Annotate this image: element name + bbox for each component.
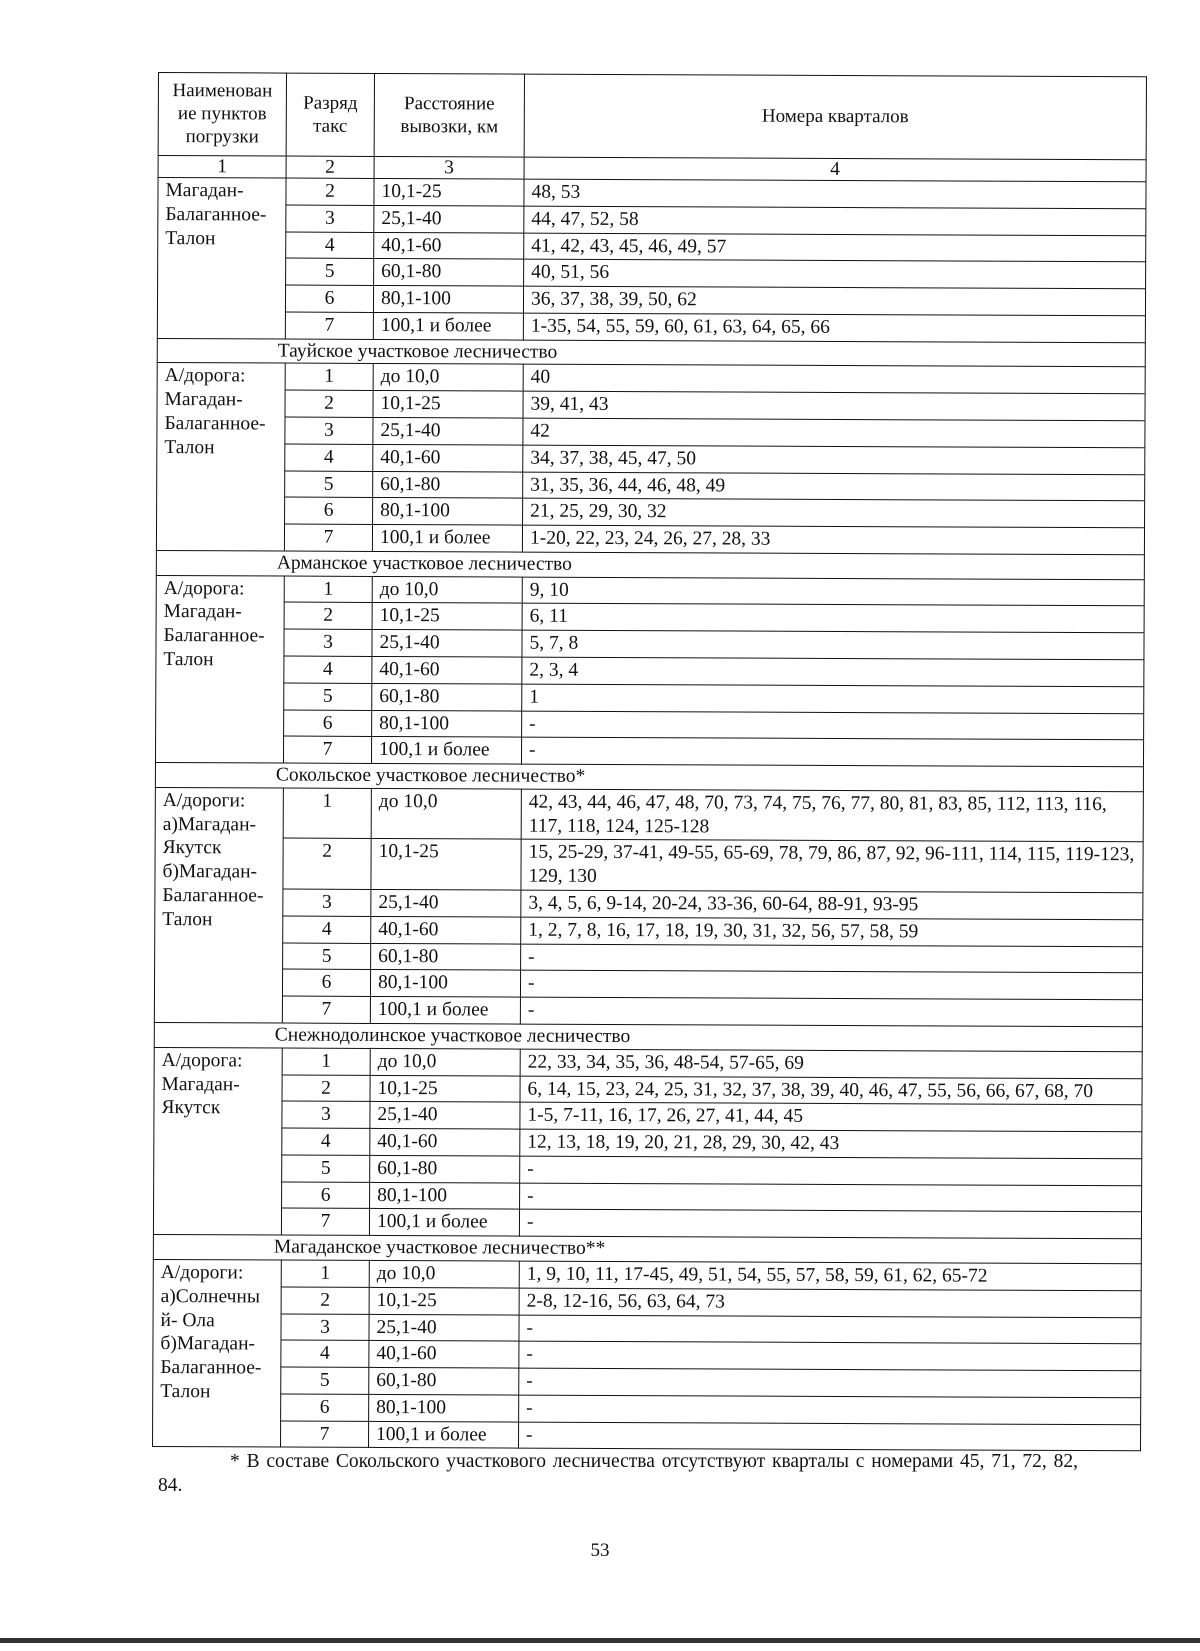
- distance-cell: до 10,0: [371, 788, 521, 839]
- header-quarter-numbers: Номера кварталов: [524, 74, 1146, 159]
- quarters-cell: 1-20, 22, 23, 24, 26, 27, 28, 33: [522, 525, 1144, 554]
- distance-cell: 25,1-40: [369, 1314, 519, 1341]
- section-title-row: [154, 1022, 1142, 1051]
- column-number: 1: [158, 155, 286, 178]
- distance-cell: 60,1-80: [371, 943, 521, 970]
- tax-rank-cell: 6: [285, 497, 373, 524]
- table-row: [158, 231, 1146, 262]
- loading-point-cell: А/дорога: Магадан- Якутск: [153, 1047, 282, 1235]
- tax-rank-cell: 6: [282, 969, 370, 996]
- distance-cell: 100,1 и более: [370, 997, 520, 1024]
- loading-point-cell: А/дорога: Магадан- Балаганное- Талон: [155, 575, 284, 763]
- table-row: [158, 258, 1146, 289]
- tax-rank-cell: 4: [286, 232, 374, 259]
- tax-rank-cell: 5: [282, 1155, 370, 1182]
- table-row: [158, 177, 1146, 208]
- tax-rank-cell: 7: [283, 736, 371, 763]
- table-row: [154, 969, 1142, 1000]
- table-row: [155, 889, 1143, 920]
- distance-cell: 80,1-100: [373, 498, 523, 525]
- table-row: [157, 416, 1145, 447]
- table-row: [157, 311, 1145, 342]
- distance-cell: 100,1 и более: [369, 1209, 519, 1236]
- distance-cell: до 10,0: [370, 1048, 520, 1075]
- distance-cell: 40,1-60: [373, 444, 523, 471]
- quarters-cell: -: [521, 737, 1143, 766]
- quarters-cell: 44, 47, 52, 58: [524, 206, 1146, 235]
- distance-cell: 100,1 и более: [373, 312, 523, 339]
- tax-rank-cell: 5: [281, 1367, 369, 1394]
- tax-rank-cell: 6: [281, 1394, 369, 1421]
- tax-rank-cell: 4: [282, 1128, 370, 1155]
- distance-cell: 60,1-80: [370, 1155, 520, 1182]
- quarters-cell: 36, 37, 38, 39, 50, 62: [523, 286, 1145, 315]
- section-title-row: [155, 763, 1143, 792]
- distance-cell: 25,1-40: [371, 889, 521, 916]
- tax-rank-cell: 3: [281, 1314, 369, 1341]
- header-loading-points: Наименован ие пунктов погрузки: [158, 73, 286, 156]
- quarters-cell: -: [520, 997, 1142, 1026]
- table-row: [157, 443, 1145, 474]
- section-title: Магаданское участковое лесничество**: [153, 1235, 1141, 1264]
- section-title-row: [157, 338, 1145, 367]
- distance-cell: 10,1-25: [369, 1287, 519, 1314]
- tax-rank-cell: 4: [283, 916, 371, 943]
- loading-point-cell: А/дорога: Магадан- Балаганное- Талон: [156, 363, 285, 551]
- quarters-cell: -: [519, 1210, 1141, 1239]
- distance-cell: 80,1-100: [372, 710, 522, 737]
- quarters-cell: -: [520, 1183, 1142, 1212]
- tax-rank-cell: 3: [285, 417, 373, 444]
- quarters-cell: 1, 9, 10, 11, 17-45, 49, 51, 54, 55, 57, 58, 59, 61, 62, 65-72: [519, 1261, 1141, 1290]
- tax-rank-cell: 7: [282, 996, 370, 1023]
- table-body: [153, 177, 1147, 1451]
- distance-cell: 40,1-60: [371, 916, 521, 943]
- section-title: Снежнодолинское участковое лесничество: [154, 1022, 1142, 1051]
- section-title: Арманское участковое лесничество: [156, 550, 1144, 579]
- tax-rank-cell: 4: [281, 1340, 369, 1367]
- distance-cell: 100,1 и более: [368, 1421, 518, 1448]
- section-title: Сокольское участковое лесничество*: [155, 763, 1143, 792]
- table-row: [156, 709, 1144, 740]
- distance-cell: 10,1-25: [373, 391, 523, 418]
- quarters-cell: 22, 33, 34, 35, 36, 48-54, 57-65, 69: [520, 1049, 1142, 1078]
- tax-rank-cell: 1: [284, 576, 372, 603]
- quarters-cell: 9, 10: [522, 577, 1144, 606]
- distance-cell: 80,1-100: [373, 286, 523, 313]
- quarters-cell: 1-5, 7-11, 16, 17, 26, 27, 41, 44, 45: [520, 1102, 1142, 1131]
- tax-rank-cell: 7: [285, 312, 373, 339]
- tax-rank-cell: 6: [285, 285, 373, 312]
- distance-cell: 25,1-40: [373, 417, 523, 444]
- header-tax-rank: Разряд такс: [286, 73, 374, 156]
- quarters-cell: 34, 37, 38, 45, 47, 50: [523, 445, 1145, 474]
- distance-cell: 100,1 и более: [371, 737, 521, 764]
- section-title: Тауйское участковое лесничество: [157, 338, 1145, 367]
- quarters-cell: -: [519, 1368, 1141, 1397]
- distance-cell: 10,1-25: [374, 178, 524, 205]
- quarters-cell: 31, 35, 36, 44, 46, 48, 49: [523, 472, 1145, 501]
- tax-rank-cell: 3: [282, 1101, 370, 1128]
- distance-cell: 40,1-60: [370, 1129, 520, 1156]
- distance-cell: 40,1-60: [369, 1341, 519, 1368]
- quarters-cell: 21, 25, 29, 30, 32: [523, 498, 1145, 527]
- table-row: [154, 1047, 1142, 1078]
- distance-cell: 10,1-25: [370, 1075, 520, 1102]
- tax-rank-cell: 3: [286, 205, 374, 232]
- table-row: [156, 682, 1144, 713]
- quarters-cell: 6, 11: [522, 604, 1144, 633]
- quarters-cell: -: [519, 1395, 1141, 1424]
- quarters-cell: 2, 3, 4: [522, 657, 1144, 686]
- distance-cell: 60,1-80: [369, 1368, 519, 1395]
- quarters-cell: -: [519, 1315, 1141, 1344]
- tax-rank-cell: 6: [284, 710, 372, 737]
- table-row: [154, 1128, 1142, 1159]
- table-row: [153, 1367, 1141, 1398]
- tax-rank-cell: 4: [284, 656, 372, 683]
- tax-rank-cell: 7: [281, 1208, 369, 1235]
- quarters-cell: -: [520, 1156, 1142, 1185]
- quarters-cell: -: [519, 1341, 1141, 1370]
- distance-cell: 60,1-80: [373, 471, 523, 498]
- column-number: 2: [286, 156, 374, 179]
- table-row: [153, 1393, 1141, 1424]
- table-row: [156, 602, 1144, 633]
- quarters-cell: 1: [522, 684, 1144, 713]
- table-row: [157, 390, 1145, 421]
- table-row: [153, 1259, 1141, 1290]
- quarters-cell: 41, 42, 43, 45, 46, 49, 57: [524, 233, 1146, 262]
- table-row: [155, 736, 1143, 767]
- table-row: [154, 1074, 1142, 1105]
- page-number: 53: [590, 1540, 610, 1561]
- distance-cell: 25,1-40: [374, 205, 524, 232]
- table-row: [154, 1181, 1142, 1212]
- tax-rank-cell: 2: [285, 390, 373, 417]
- table-row: [156, 629, 1144, 660]
- quarters-cell: 3, 4, 5, 6, 9-14, 20-24, 33-36, 60-64, 88-91, 93-95: [521, 890, 1143, 919]
- table-row: [154, 1101, 1142, 1132]
- scan-edge-rule: [0, 1638, 1200, 1643]
- table-row: [154, 1154, 1142, 1185]
- distance-cell: 40,1-60: [374, 232, 524, 259]
- distance-cell: 25,1-40: [370, 1102, 520, 1129]
- column-number: 3: [374, 156, 524, 179]
- column-number: 4: [524, 157, 1146, 182]
- table-row: [157, 470, 1145, 501]
- distance-cell: до 10,0: [373, 364, 523, 391]
- tax-rank-cell: 1: [283, 788, 371, 839]
- distance-cell: 100,1 и более: [372, 525, 522, 552]
- tax-rank-cell: 2: [281, 1287, 369, 1314]
- distance-cell: 80,1-100: [370, 1182, 520, 1209]
- quarters-cell: 40: [523, 365, 1145, 394]
- table-row: [153, 1340, 1141, 1371]
- tax-rank-cell: 4: [285, 444, 373, 471]
- quarters-cell: 1, 2, 7, 8, 16, 17, 18, 19, 30, 31, 32, 56, 57, 58, 59: [521, 917, 1143, 946]
- quarters-cell: 6, 14, 15, 23, 24, 25, 31, 32, 37, 38, 39, 40, 46, 47, 55, 56, 66, 67, 68, 70: [520, 1076, 1142, 1105]
- quarters-cell: -: [522, 711, 1144, 740]
- distance-cell: 80,1-100: [369, 1394, 519, 1421]
- quarters-cell: -: [518, 1422, 1140, 1451]
- table-row: [158, 204, 1146, 235]
- table-row: [153, 1313, 1141, 1344]
- tax-rank-cell: 5: [285, 471, 373, 498]
- tax-rank-cell: 2: [283, 839, 371, 890]
- table-row: [157, 363, 1145, 394]
- header-distance: Расстояние вывозки, км: [374, 73, 524, 156]
- tax-rank-cell: 1: [285, 363, 373, 390]
- table-row: [153, 1208, 1141, 1239]
- quarters-cell: 5, 7, 8: [522, 630, 1144, 659]
- loading-point-cell: Магадан- Балаганное- Талон: [157, 177, 286, 338]
- tax-rank-cell: 2: [284, 603, 372, 630]
- quarters-cell: 2-8, 12-16, 56, 63, 64, 73: [519, 1288, 1141, 1317]
- distance-cell: 40,1-60: [372, 656, 522, 683]
- quarters-cell: -: [520, 970, 1142, 999]
- tax-rank-cell: 2: [282, 1075, 370, 1102]
- tax-rank-cell: 3: [284, 629, 372, 656]
- table-header-row: [158, 73, 1146, 160]
- footnote: * В составе Сокольского участкового лесничества отсутствуют кварталы с номерами 45, 71, 72, 82, 84.: [158, 1451, 1078, 1497]
- tax-rank-cell: 2: [286, 178, 374, 205]
- tax-rank-cell: 7: [284, 524, 372, 551]
- tax-rank-cell: 5: [286, 258, 374, 285]
- table-row: [157, 285, 1145, 316]
- table-row: [157, 497, 1145, 528]
- table-row: [156, 575, 1144, 606]
- quarters-cell: 12, 13, 18, 19, 20, 21, 28, 29, 30, 42, 43: [520, 1129, 1142, 1158]
- loading-point-cell: А/дороги: а)Солнечны й- Ола б)Магадан- Балаганное- Талон: [153, 1259, 282, 1447]
- quarters-cell: 39, 41, 43: [523, 391, 1145, 420]
- quarters-cell: 1-35, 54, 55, 59, 60, 61, 63, 64, 65, 66: [523, 313, 1145, 342]
- tax-rank-cell: 3: [283, 889, 371, 916]
- tax-rank-cell: 5: [284, 683, 372, 710]
- section-title-row: [156, 550, 1144, 579]
- quarters-cell: -: [521, 944, 1143, 973]
- loading-point-cell: А/дороги: а)Магадан- Якутск б)Магадан- Балаганное- Талон: [154, 787, 283, 1023]
- quarters-cell: 40, 51, 56: [524, 259, 1146, 288]
- quarters-cell: 42, 43, 44, 46, 47, 48, 70, 73, 74, 75, 76, 77, 80, 81, 83, 85, 112, 113, 116, 117, 118, 124, 125-128: [521, 789, 1143, 842]
- distance-cell: 60,1-80: [374, 259, 524, 286]
- table-row: [155, 787, 1143, 842]
- distance-cell: 60,1-80: [372, 683, 522, 710]
- section-title-row: [153, 1235, 1141, 1264]
- distance-cell: 10,1-25: [371, 839, 521, 890]
- quarters-cell: 48, 53: [524, 179, 1146, 208]
- distance-cell: 25,1-40: [372, 630, 522, 657]
- table-row: [154, 996, 1142, 1027]
- tax-rank-cell: 1: [282, 1048, 370, 1075]
- tax-rank-cell: 6: [282, 1182, 370, 1209]
- table-row: [153, 1420, 1141, 1451]
- tax-rank-cell: 1: [281, 1260, 369, 1287]
- quarters-cell: 42: [523, 418, 1145, 447]
- tax-rank-cell: 7: [280, 1421, 368, 1448]
- distance-cell: 80,1-100: [370, 970, 520, 997]
- table-row: [156, 656, 1144, 687]
- distance-cell: до 10,0: [372, 576, 522, 603]
- table-row: [155, 838, 1143, 893]
- quarters-cell: 15, 25-29, 37-41, 49-55, 65-69, 78, 79, 86, 87, 92, 96-111, 114, 115, 119-123, 129, 130: [521, 840, 1143, 893]
- tax-rank-cell: 5: [283, 943, 371, 970]
- table-row: [156, 524, 1144, 555]
- table-row: [153, 1286, 1141, 1317]
- quarters-table: [152, 72, 1147, 1452]
- distance-cell: до 10,0: [369, 1260, 519, 1287]
- distance-cell: 10,1-25: [372, 603, 522, 630]
